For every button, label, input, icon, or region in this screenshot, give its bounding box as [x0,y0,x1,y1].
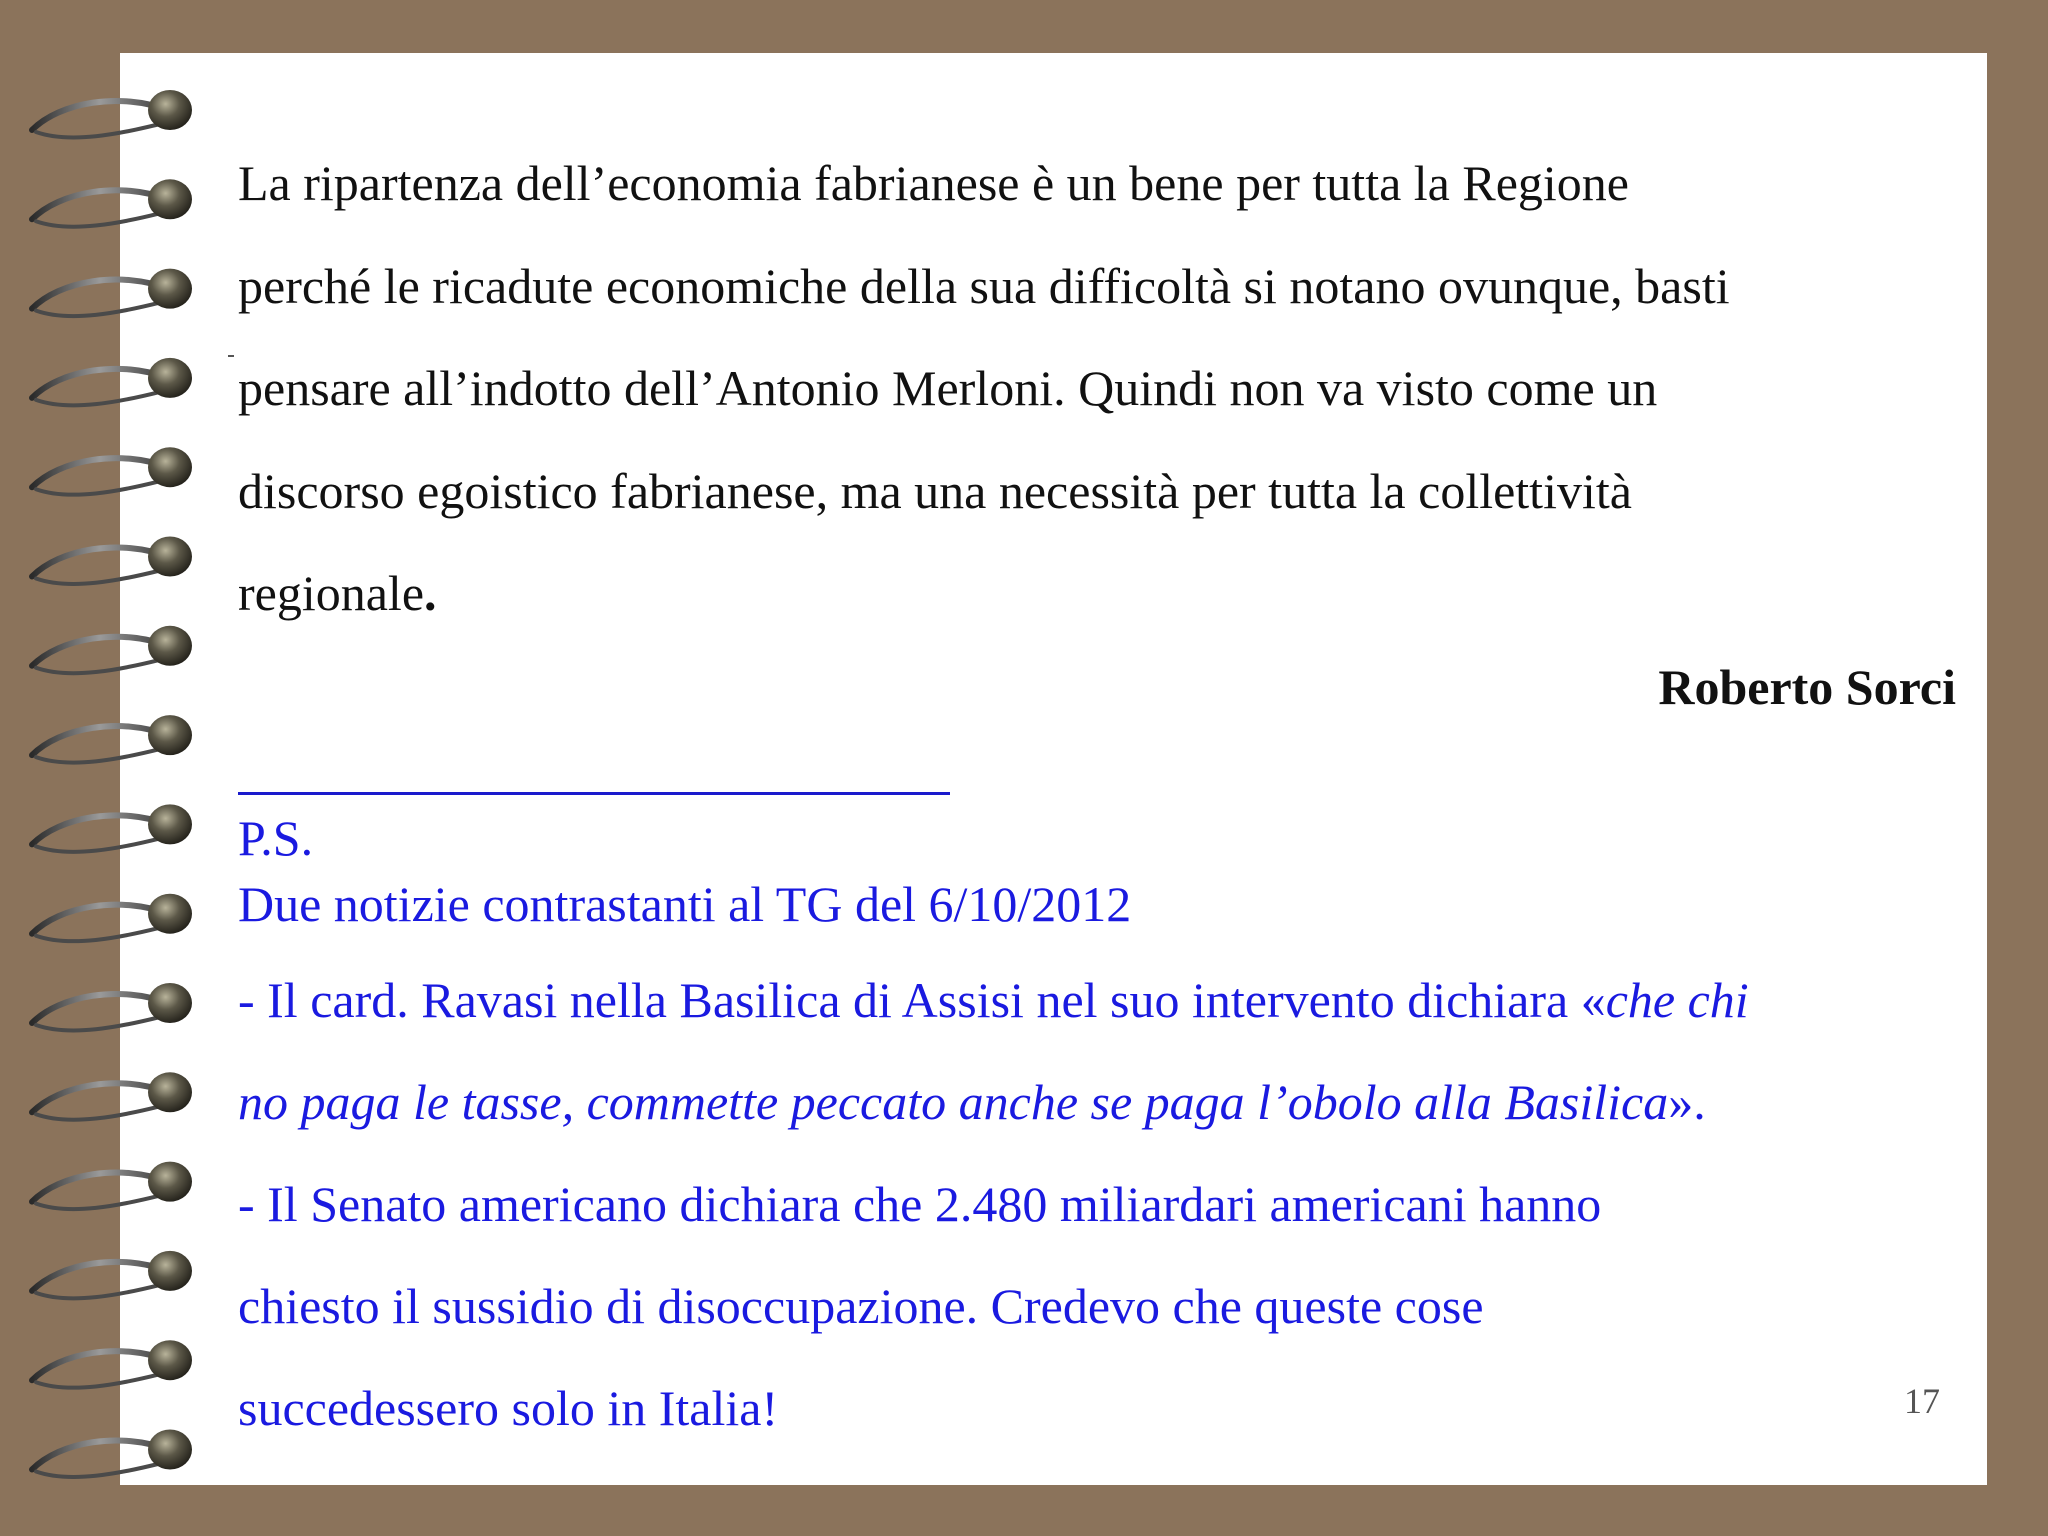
ps-item-1-prefix: - Il card. Ravasi nella Basilica di Assisi nel suo intervento dichiara « [238,972,1606,1028]
binding-ring [32,179,192,226]
binding-ring [32,358,192,405]
binding-ring [32,90,192,137]
ps-label: P.S. [238,810,314,866]
binding-ring [32,715,192,762]
ps-item-2-line: succedessero solo in Italia! [238,1380,779,1436]
binding-ring [32,1072,192,1119]
author-name: Roberto Sorci [1658,659,1956,715]
paragraph-line: perché le ricadute economiche della sua difficoltà si notano ovunque, basti [238,257,1730,314]
binding-ring [32,447,192,494]
slide-number: 17 [1904,1381,1940,1421]
postscript [238,805,1958,1459]
binding-ring [32,804,192,851]
ps-headline: Due notizie contrastanti al TG del 6/10/2012 [238,876,1132,932]
binding-ring [32,983,192,1030]
binding-ring [32,269,192,316]
paragraph-last-words: regionale [238,565,425,621]
binding-ring [32,626,192,673]
ps-item-2 [238,1153,1958,1459]
spiral-binding-icon [0,0,220,1536]
ps-item-1-quote-a: che chi [1605,972,1749,1028]
binding-ring [32,1162,192,1209]
binding-ring [32,1251,192,1298]
ps-item-2-line: - Il Senato americano dichiara che 2.480 miliardari americani hanno [238,1176,1602,1232]
ps-item-1-suffix: ». [1668,1074,1706,1130]
ps-item-1-quote-b: no paga le tasse, commette peccato anche se paga l’obolo alla Basilica [238,1074,1669,1130]
paragraph-period: . [424,565,437,621]
ps-item-1 [238,949,1958,1153]
binding-ring [32,1430,192,1477]
main-paragraph [238,132,1958,645]
binding-ring [32,537,192,584]
binding-ring [32,1340,192,1387]
binding-ring [32,894,192,941]
separator-rule [238,792,950,795]
paragraph-line: pensare all’indotto dell’Antonio Merloni. Quindi non va visto come un [238,360,1658,416]
paragraph-line: discorso egoistico fabrianese, ma una necessità per tutta la collettività [238,462,1632,519]
ps-item-2-line: chiesto il sussidio di disoccupazione. Credevo che queste cose [238,1278,1484,1334]
stray-mark [228,355,234,357]
paragraph-line [238,542,1958,645]
paragraph-line: La ripartenza dell’economia fabrianese è un bene per tutta la Regione [238,155,1629,211]
